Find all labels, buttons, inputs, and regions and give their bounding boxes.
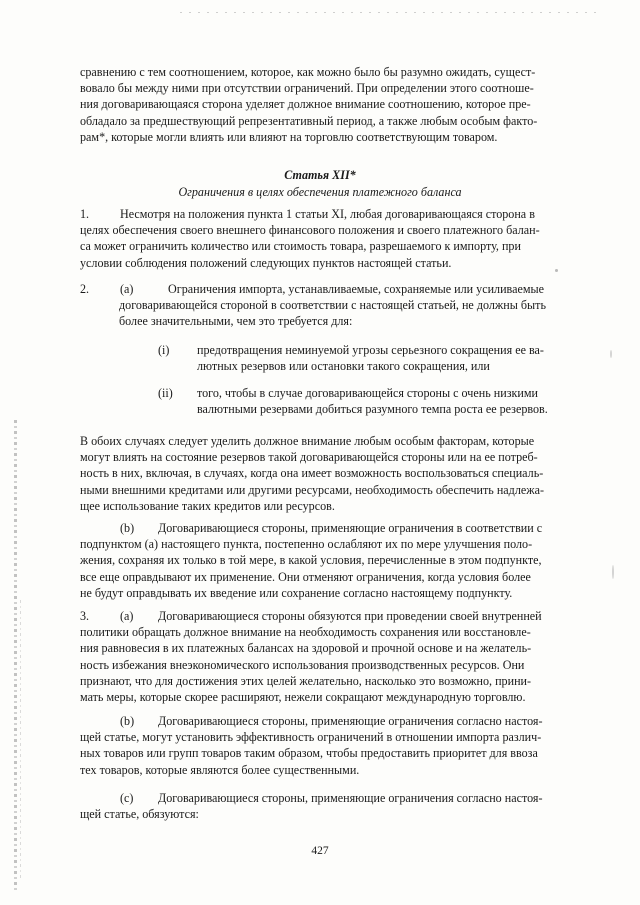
intro-line: сравнению с тем соотношением, которое, как можно было бы разумно ожидать, сущест-	[80, 65, 536, 79]
p3a-line: ния равновесия в их платежных балансах на здоровой и прочной основе и на желатель-	[80, 641, 532, 656]
p3c-line: Договаривающиеся стороны, применяющие ограничения согласно настоя-	[158, 791, 543, 805]
p3b-line: щей статье, могут установить эффективность ограничений в отношении импорта различ-	[80, 730, 542, 745]
paragraph-1	[80, 206, 590, 271]
subparagraph-letter: (c)	[120, 791, 134, 805]
subparagraph-letter: (b)	[120, 521, 135, 535]
item-ii-line: валютными резервами добиться разумного темпа роста ее резервов.	[197, 402, 548, 417]
both-cases-line: ными внешними кредитами или другими ресурсами, необходимость обеспечить надлежа-	[80, 482, 544, 497]
p2b-line: подпунктом (a) настоящего пункта, постепенно ослабляют их по мере улучшения поло-	[80, 537, 533, 552]
paragraph-3a	[80, 608, 592, 705]
item-i	[197, 342, 592, 374]
intro-line: рам*, которые могли влиять или влияют на торговлю соответствующим товаром.	[80, 129, 498, 144]
item-ii	[197, 385, 592, 417]
both-cases-line: В обоих случаях следует уделить должное внимание любым особым факторам, которые	[80, 434, 535, 448]
scan-artifact-top	[180, 12, 600, 13]
item-ii-line: того, чтобы в случае договаривающейся стороны с очень низкими	[197, 386, 538, 400]
paragraph-number: 2.	[80, 282, 90, 296]
p3a-line: Договаривающиеся стороны обязуются при проведении своей внутренней	[158, 609, 542, 623]
p1-line: условии соблюдения положений следующих пунктов настоящей статьи.	[80, 255, 452, 270]
scan-speck	[612, 565, 614, 579]
p1-line: целях обеспечения своего внешнего финансового положения и своего платежного балан-	[80, 223, 540, 238]
item-i-line: лютных резервов или остановки такого сокращения, или	[197, 359, 490, 374]
p2a-line: более значительными, чем это требуется для:	[119, 314, 353, 329]
p2b-line: жения, сохраняя их только в той мере, в какой условия, перечисленные в этом подпункте,	[80, 553, 542, 568]
paragraph-3c	[80, 790, 592, 822]
subparagraph-letter: (a)	[120, 282, 134, 296]
subparagraph-letter: (b)	[120, 714, 135, 728]
p3a-line: мать меры, которые скорее расширяют, нежели сокращают международную торговлю.	[80, 690, 526, 705]
p3a-line: ность избежания внеэкономического использования производственных ресурсов. Они	[80, 657, 525, 672]
p2a-line: договаривающейся стороной в соответствии с настоящей статьей, не должны быть	[119, 298, 546, 313]
p1-line: Несмотря на положения пункта 1 статьи XI, любая договаривающаяся сторона в	[120, 207, 535, 221]
page-number: 427	[311, 845, 329, 857]
intro-line: вовало бы между ними при отсутствии ограничений. При определении этого соотноше-	[80, 81, 534, 96]
scan-speck	[610, 350, 612, 358]
paragraph-2a	[119, 281, 589, 330]
p2b-line: не будут оправдывать их введение или сохранение согласно настоящему подпункту.	[80, 585, 513, 600]
p2b-line: Договаривающиеся стороны, применяющие ограничения в соответствии с	[158, 521, 543, 535]
article-title: Статья XII*	[284, 168, 356, 182]
paragraph-2b	[80, 520, 592, 601]
p3b-line: Договаривающиеся стороны, применяющие ограничения согласно настоя-	[158, 714, 543, 728]
paragraph-number: 1.	[80, 207, 90, 221]
both-cases-line: могут влиять на состояние резервов такой договаривающейся стороны или на ее потреб-	[80, 450, 538, 465]
intro-paragraph	[80, 64, 588, 145]
both-cases-line: ность в них, включая, в случаях, когда она имеет возможность воспользоваться специаль-	[80, 466, 544, 481]
p2a-line: Ограничения импорта, устанавливаемые, сохраняемые или усиливаемые	[168, 282, 544, 296]
subparagraph-letter: (a)	[120, 609, 134, 623]
paragraph-number: 3.	[80, 609, 90, 623]
both-cases-paragraph	[80, 433, 592, 514]
p2b-line: все еще оправдывают их применение. Они отменяют ограничения, когда условия более	[80, 569, 531, 584]
p1-line: са может ограничить количество или стоимость товара, разрешаемого к импорту, при	[80, 239, 521, 254]
intro-line: обладало за предшествующий репрезентативный период, а также любым особым факто-	[80, 113, 538, 128]
p3c-line: щей статье, обязуются:	[80, 807, 199, 822]
article-subtitle: Ограничения в целях обеспечения платежного баланса	[178, 185, 462, 199]
scan-artifact-left-edge	[14, 420, 17, 890]
item-label: (ii)	[158, 386, 173, 400]
intro-line: ния договаривающаяся сторона уделяет должное внимание соотношению, которое пре-	[80, 97, 531, 112]
paragraph-3b	[80, 713, 592, 778]
p3b-line: тех товаров, которые являются более существенными.	[80, 762, 360, 777]
both-cases-line: щее использование таких кредитов или ресурсов.	[80, 498, 335, 513]
scan-artifact-left-edge-2	[20, 600, 21, 880]
p3b-line: ных товаров или групп товаров таким образом, чтобы предоставить приоритет для ввоза	[80, 746, 538, 761]
p3a-line: политики обращать должное внимание на необходимость сохранения или восстановле-	[80, 625, 531, 640]
item-label: (i)	[158, 343, 170, 357]
item-i-line: предотвращения неминуемой угрозы серьезного сокращения ее ва-	[197, 343, 544, 357]
p3a-line: признают, что для достижения этих целей желательно, насколько это возможно, прини-	[80, 673, 532, 688]
